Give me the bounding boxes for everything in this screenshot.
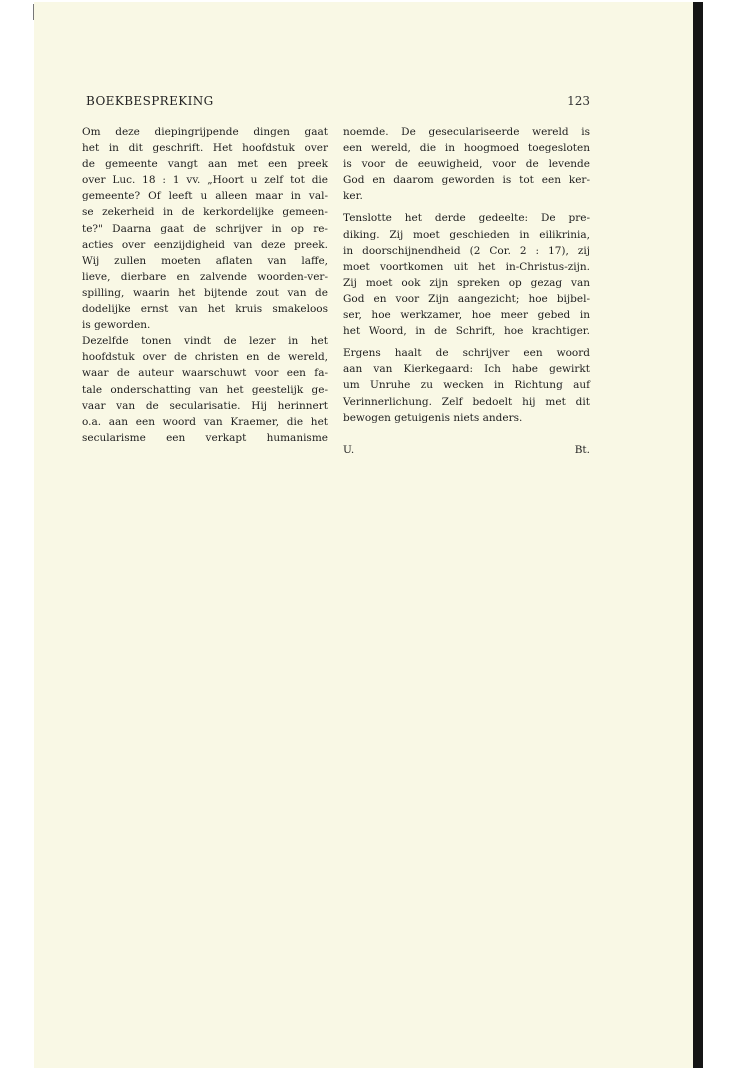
text-line: ser, hoe werkzamer, hoe meer gebed in: [343, 309, 590, 322]
text-line: noemde. De geseculariseerde wereld is: [343, 126, 590, 138]
text-line: in doorschijnendheid (2 Cor. 2 : 17), zij: [343, 244, 590, 257]
text-line: lieve, dierbare en zalvende woorden-ver-: [82, 270, 328, 283]
text-line: Zij moet ook zijn spreken op gezag van: [343, 276, 590, 289]
text-line: diking. Zij moet geschieden in eilikrinia,: [343, 228, 590, 241]
paragraph: [343, 210, 590, 339]
text-line: Verinnerlichung. Zelf bedoelt hij met dit: [343, 395, 590, 408]
text-line: God en voor Zijn aangezicht; hoe bijbel-: [343, 292, 590, 305]
text-line: se zekerheid in de kerkordelijke gemeen-: [82, 206, 328, 219]
text-line: Om deze diepingrijpende dingen gaat: [82, 126, 328, 138]
text-line: Dezelfde tonen vindt de lezer in het: [82, 335, 328, 348]
text-line: vaar van de secularisatie. Hij herinnert: [82, 399, 328, 412]
text-line: o.a. aan een woord van Kraemer, die het: [82, 415, 328, 428]
text-line: is voor de eeuwigheid, voor de levende: [343, 158, 590, 171]
text-line: ker.: [343, 190, 363, 203]
paragraph: [343, 124, 590, 204]
text-line: secularisme een verkapt humanisme: [82, 431, 328, 444]
signature-initial-left: U.: [343, 444, 355, 456]
text-line: het Woord, in de Schrift, hoe krachtiger.: [343, 325, 590, 338]
text-line: Ergens haalt de schrijver een woord: [343, 347, 590, 360]
text-line: um Unruhe zu wecken in Richtung auf: [343, 379, 590, 392]
text-line: hoofdstuk over de christen en de wereld,: [82, 351, 328, 364]
text-line: waar de auteur waarschuwt voor een fa-: [82, 367, 328, 380]
running-head: BOEKBESPREKING: [86, 94, 214, 108]
text-line: een wereld, die in hoogmoed toegesloten: [343, 142, 590, 155]
text-line: God en daarom geworden is tot een ker-: [343, 174, 590, 187]
text-line: gemeente? Of leeft u alleen maar in val-: [82, 190, 328, 203]
text-line: is geworden.: [82, 319, 151, 332]
text-line: Wij zullen moeten aflaten van laffe,: [82, 254, 328, 267]
text-line: spilling, waarin het bijtende zout van de: [82, 286, 328, 299]
text-line: de gemeente vangt aan met een preek: [82, 158, 328, 171]
paragraph: [82, 124, 328, 333]
text-line: te?" Daarna gaat de schrijver in op re-: [82, 222, 328, 235]
text-line: moet voortkomen uit het in-Christus-zijn.: [343, 260, 590, 273]
text-line: het in dit geschrift. Het hoofdstuk over: [82, 142, 328, 155]
text-line: Tenslotte het derde gedeelte: De pre-: [343, 212, 590, 225]
paragraph: [343, 345, 590, 425]
paragraph: [82, 333, 328, 446]
text-line: dodelijke ernst van het kruis smakeloos: [82, 303, 328, 316]
text-line: over Luc. 18 : 1 vv. „Hoort u zelf tot die: [82, 174, 328, 187]
text-line: tale onderschatting van het geestelijk ge-: [82, 383, 328, 396]
text-line: bewogen getuigenis niets anders.: [343, 411, 523, 424]
scan-corner-mark: [33, 4, 34, 20]
page-edge-shadow: [693, 2, 703, 1068]
right-column: [343, 124, 590, 426]
left-column: [82, 124, 328, 446]
page-number: 123: [567, 94, 590, 108]
signature-initial-right: Bt.: [574, 444, 590, 456]
text-line: acties over eenzijdigheid van deze preek.: [82, 238, 328, 251]
text-line: aan van Kierkegaard: Ich habe gewirkt: [343, 363, 590, 376]
